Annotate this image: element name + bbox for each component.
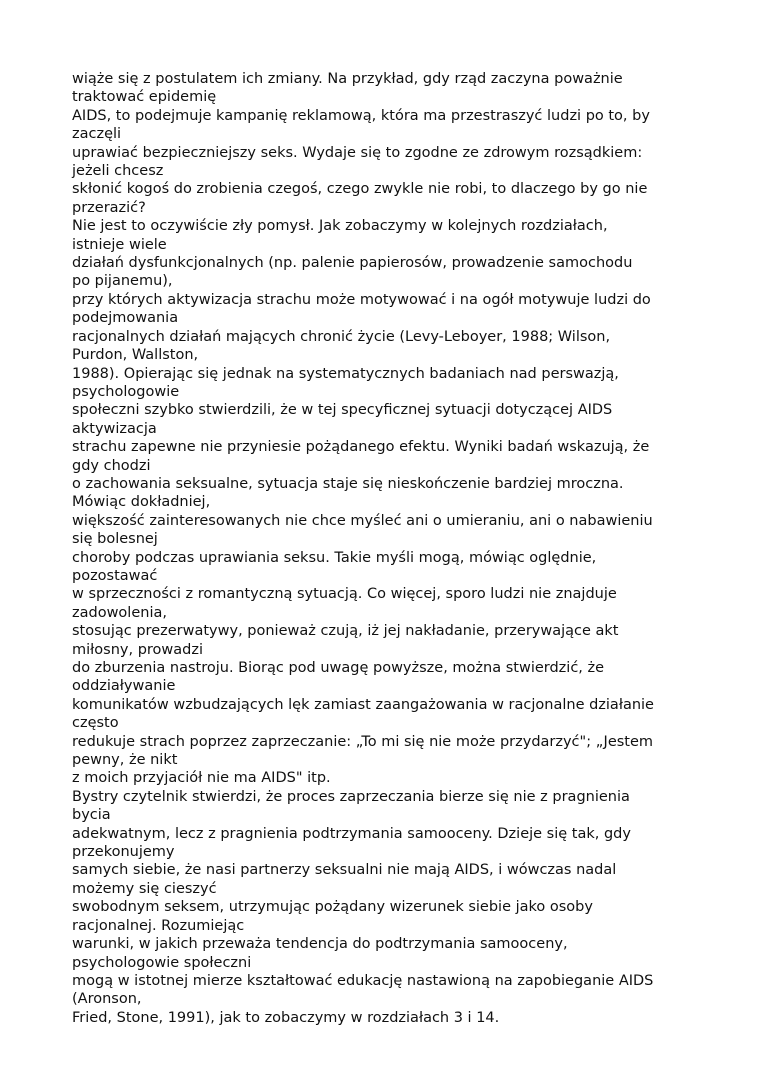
text-line: racjonalnych działań mających chronić życie (Levy-Leboyer, 1988; Wilson, [72,328,611,345]
text-line: przerazić? [72,199,146,216]
text-line: Fried, Stone, 1991), jak to zobaczymy w rozdziałach 3 i 14. [72,1009,500,1026]
text-line: się bolesnej [72,531,158,548]
text-line: pozostawać [72,567,158,584]
text-line: samych siebie, że nasi partnerzy seksualni nie mają AIDS, i wówczas nadal [72,862,617,879]
text-line: AIDS, to podejmuje kampanię reklamową, która ma przestraszyć ludzi po to, by [72,107,650,124]
text-line: oddziaływanie [72,678,176,695]
text-line: przekonujemy [72,844,175,861]
text-line: (Aronson, [72,991,142,1008]
text-line: uprawiać bezpieczniejszy seks. Wydaje się to zgodne ze zdrowym rozsądkiem: [72,144,643,161]
text-line: psychologowie społeczni [72,954,252,971]
text-line: istnieje wiele [72,236,167,253]
text-line: w sprzeczności z romantyczną sytuacją. Co więcej, sporo ludzi nie znajduje [72,586,617,603]
text-line: strachu zapewne nie przyniesie pożądanego efektu. Wyniki badań wskazują, że [72,439,650,456]
text-line: zadowolenia, [72,604,167,621]
text-line: adekwatnym, lecz z pragnienia podtrzymania samooceny. Dzieje się tak, gdy [72,825,631,842]
text-line: możemy się cieszyć [72,880,217,897]
text-line: 1988). Opierając się jednak na systematycznych badaniach nad perswazją, [72,365,619,382]
text-line: przy których aktywizacja strachu może motywować i na ogół motywuje ludzi do [72,291,651,308]
text-line: jeżeli chcesz [72,163,164,180]
text-line: po pijanemu), [72,273,173,290]
body-text [72,70,692,1027]
text-line: aktywizacja [72,420,157,437]
text-line: warunki, w jakich przeważa tendencja do podtrzymania samooceny, [72,936,568,953]
text-line: mogą w istotnej mierze kształtować edukację nastawioną na zapobieganie AIDS [72,972,654,989]
text-line: gdy chodzi [72,457,151,474]
text-line: większość zainteresowanych nie chce myśleć ani o umieraniu, ani o nabawieniu [72,512,653,529]
text-line: racjonalnej. Rozumiejąc [72,917,245,934]
text-line: wiąże się z postulatem ich zmiany. Na przykład, gdy rząd zaczyna poważnie [72,71,623,87]
text-line: komunikatów wzbudzających lęk zamiast zaangażowania w racjonalne działanie [72,696,654,713]
text-line: Purdon, Wallston, [72,347,199,364]
text-line: skłonić kogoś do zrobienia czegoś, czego zwykle nie robi, to dlaczego by go nie [72,181,648,198]
text-line: Bystry czytelnik stwierdzi, że proces zaprzeczania bierze się nie z pragnienia [72,788,630,805]
text-line: działań dysfunkcjonalnych (np. palenie papierosów, prowadzenie samochodu [72,255,633,272]
text-line: pewny, że nikt [72,752,178,769]
text-line: choroby podczas uprawiania seksu. Takie myśli mogą, mówiąc oględnie, [72,549,597,566]
text-line: bycia [72,807,111,824]
text-line: psychologowie [72,383,180,400]
text-line: traktować epidemię [72,89,217,106]
text-line: miłosny, prowadzi [72,641,203,658]
text-line: swobodnym seksem, utrzymując pożądany wizerunek siebie jako osoby [72,899,593,916]
text-line: zaczęli [72,126,122,143]
text-line: z moich przyjaciół nie ma AIDS" itp. [72,770,331,787]
text-line: podejmowania [72,310,179,327]
text-line: Mówiąc dokładniej, [72,494,211,511]
text-line: stosując prezerwatywy, ponieważ czują, iż jej nakładanie, przerywające akt [72,623,619,640]
text-line: często [72,715,119,732]
text-line: o zachowania seksualne, sytuacja staje się nieskończenie bardziej mroczna. [72,475,624,492]
text-line: do zburzenia nastroju. Biorąc pod uwagę powyższe, można stwierdzić, że [72,660,605,676]
text-line: społeczni szybko stwierdzili, że w tej specyficznej sytuacji dotyczącej AIDS [72,402,613,419]
text-line: Nie jest to oczywiście zły pomysł. Jak zobaczymy w kolejnych rozdziałach, [72,218,608,235]
text-line: redukuje strach poprzez zaprzeczanie: „To mi się nie może przydarzyć"; „Jestem [72,733,654,750]
